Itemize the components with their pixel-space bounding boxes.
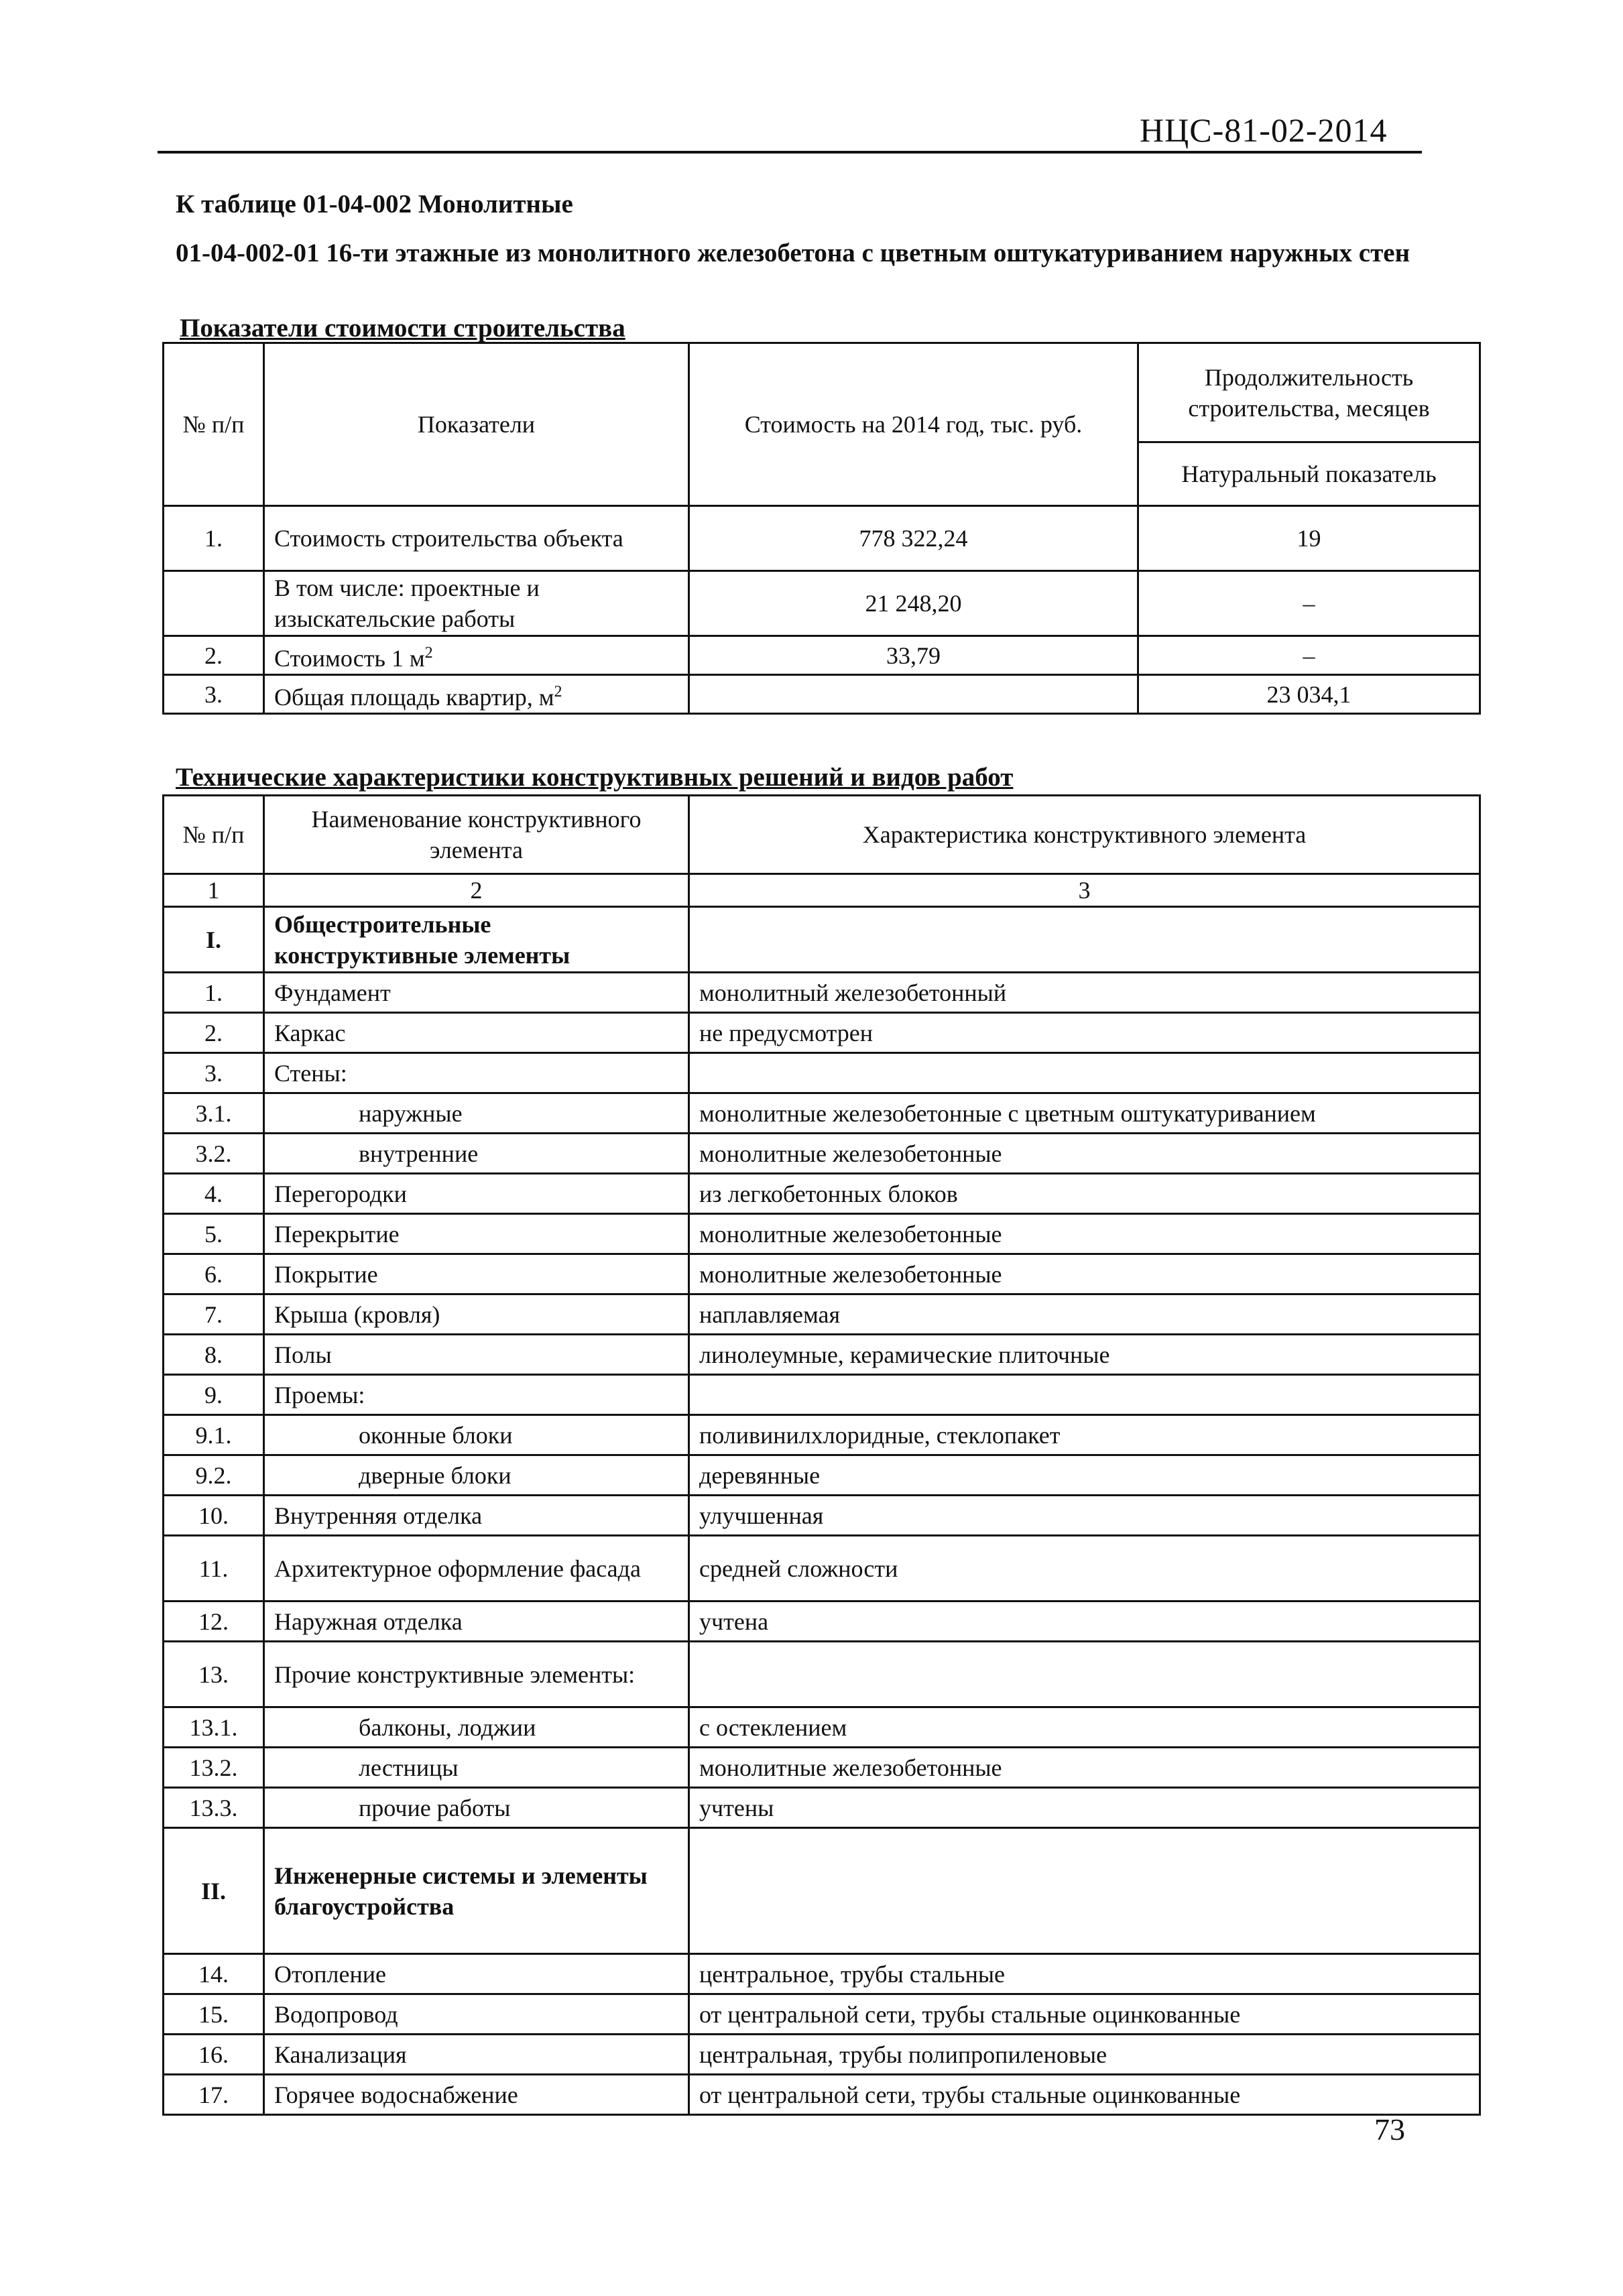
cost-section-title: Показатели стоимости строительства: [180, 314, 625, 343]
section-heading: Общестроительные конструктивные элементы: [264, 907, 689, 973]
element-name: Стены:: [264, 1053, 689, 1093]
element-name: дверные блоки: [264, 1455, 689, 1496]
element-characteristic: не предусмотрен: [689, 1013, 1480, 1053]
element-characteristic: монолитные железобетонные: [689, 1254, 1480, 1294]
element-name: Отопление: [264, 1954, 689, 1994]
element-name: Крыша (кровля): [264, 1294, 689, 1335]
header-rule: [158, 151, 1422, 154]
element-characteristic: монолитные железобетонные: [689, 1214, 1480, 1254]
cost-cell: 33,79: [689, 636, 1138, 675]
row-number: 12.: [164, 1602, 264, 1642]
row-number: 3.: [164, 1053, 264, 1093]
row-number: 4.: [164, 1174, 264, 1214]
element-name: Горячее водоснабжение: [264, 2075, 689, 2115]
element-characteristic: монолитные железобетонные: [689, 1134, 1480, 1174]
table-row: [164, 1788, 1480, 1828]
duration-cell: 23 034,1: [1138, 675, 1480, 714]
table-reference: К таблице 01-04-002 Монолитные: [176, 190, 573, 219]
element-characteristic: деревянные: [689, 1455, 1480, 1496]
row-number: II.: [164, 1828, 264, 1954]
element-name: балконы, лоджии: [264, 1707, 689, 1748]
element-characteristic: [689, 1375, 1480, 1415]
row-number: 5.: [164, 1214, 264, 1254]
element-characteristic: центральная, трубы полипропиленовые: [689, 2035, 1480, 2075]
element-name: оконные блоки: [264, 1415, 689, 1455]
element-characteristic: центральное, трубы стальные: [689, 1954, 1480, 1994]
cost-indicators-table: [162, 342, 1481, 715]
element-characteristic: от центральной сети, трубы стальные оцинкованные: [689, 1994, 1480, 2035]
table-row: [164, 506, 1480, 571]
tech-section-title: Технические характеристики конструктивных решений и видов работ: [176, 763, 1014, 792]
element-characteristic: наплавляемая: [689, 1294, 1480, 1335]
element-characteristic: от центральной сети, трубы стальные оцинкованные: [689, 2075, 1480, 2115]
element-name: Перекрытие: [264, 1214, 689, 1254]
header-cost: Стоимость на 2014 год, тыс. руб.: [689, 343, 1138, 506]
table-row: [164, 1335, 1480, 1375]
column-number: 1: [164, 874, 264, 907]
element-name: Водопровод: [264, 1994, 689, 2035]
table-row: [164, 1455, 1480, 1496]
row-number: 8.: [164, 1335, 264, 1375]
table-row: [164, 1954, 1480, 1994]
column-number: 3: [689, 874, 1480, 907]
table-row: [164, 1496, 1480, 1536]
element-name: Наружная отделка: [264, 1602, 689, 1642]
element-name: лестницы: [264, 1748, 689, 1788]
element-characteristic: улучшенная: [689, 1496, 1480, 1536]
row-number: 10.: [164, 1496, 264, 1536]
element-characteristic: из легкобетонных блоков: [689, 1174, 1480, 1214]
element-characteristic: монолитные железобетонные с цветным оштукатуриванием: [689, 1093, 1480, 1134]
duration-cell: –: [1138, 636, 1480, 675]
document-code: НЦС-81-02-2014: [1140, 111, 1388, 149]
element-name: прочие работы: [264, 1788, 689, 1828]
table-row: [164, 1602, 1480, 1642]
table-row: [164, 1294, 1480, 1335]
table-row: [164, 1642, 1480, 1707]
row-number: 1.: [164, 973, 264, 1013]
table-row: [164, 1013, 1480, 1053]
row-number: 14.: [164, 1954, 264, 1994]
table-row: [164, 571, 1480, 636]
row-number: 3.: [164, 675, 264, 714]
duration-cell: 19: [1138, 506, 1480, 571]
cost-cell: 778 322,24: [689, 506, 1138, 571]
element-name: Полы: [264, 1335, 689, 1375]
element-characteristic: [689, 1053, 1480, 1093]
header-num: № п/п: [164, 343, 264, 506]
element-characteristic: средней сложности: [689, 1536, 1480, 1602]
row-number: I.: [164, 907, 264, 973]
row-number: [164, 571, 264, 636]
element-characteristic: учтена: [689, 1602, 1480, 1642]
element-name: Покрытие: [264, 1254, 689, 1294]
table-row: [164, 675, 1480, 714]
table-row: [164, 1375, 1480, 1415]
table-row: [164, 1748, 1480, 1788]
technical-characteristics-table: [162, 794, 1481, 2116]
table-row: [164, 2075, 1480, 2115]
page-number: 73: [1374, 2112, 1405, 2147]
row-number: 13.1.: [164, 1707, 264, 1748]
indicator-text: Общая площадь квартир, м: [274, 683, 554, 711]
row-number: 13.: [164, 1642, 264, 1707]
table-row: [164, 1415, 1480, 1455]
row-number: 1.: [164, 506, 264, 571]
row-number: 11.: [164, 1536, 264, 1602]
element-name: Проемы:: [264, 1375, 689, 1415]
row-number: 13.2.: [164, 1748, 264, 1788]
unit-superscript: 2: [554, 682, 562, 701]
row-number: 7.: [164, 1294, 264, 1335]
column-number: 2: [264, 874, 689, 907]
element-name: Перегородки: [264, 1174, 689, 1214]
element-name: Прочие конструктивные элементы:: [264, 1642, 689, 1707]
element-name: Канализация: [264, 2035, 689, 2075]
unit-superscript: 2: [424, 644, 433, 662]
section-heading: Инженерные системы и элементы благоустройства: [264, 1828, 689, 1954]
table-row: [164, 907, 1480, 973]
table-row: [164, 636, 1480, 675]
row-number: 3.2.: [164, 1134, 264, 1174]
table-row: [164, 1214, 1480, 1254]
table-row: [164, 973, 1480, 1013]
element-characteristic: учтены: [689, 1788, 1480, 1828]
element-name: Внутренняя отделка: [264, 1496, 689, 1536]
table-row: [164, 1093, 1480, 1134]
element-name: Архитектурное оформление фасада: [264, 1536, 689, 1602]
row-number: 15.: [164, 1994, 264, 2035]
element-name: внутренние: [264, 1134, 689, 1174]
table-row: [164, 2035, 1480, 2075]
element-characteristic: [689, 1828, 1480, 1954]
indicator-cell: [264, 675, 689, 714]
table-row: [164, 1254, 1480, 1294]
row-number: 17.: [164, 2075, 264, 2115]
element-characteristic: [689, 1642, 1480, 1707]
header-characteristic: Характеристика конструктивного элемента: [689, 796, 1480, 874]
indicator-cell: [264, 636, 689, 675]
row-number: 9.1.: [164, 1415, 264, 1455]
element-name: наружные: [264, 1093, 689, 1134]
element-characteristic: монолитные железобетонные: [689, 1748, 1480, 1788]
indicator-cell: Стоимость строительства объекта: [264, 506, 689, 571]
table-row: [164, 1053, 1480, 1093]
row-number: 16.: [164, 2035, 264, 2075]
element-characteristic: линолеумные, керамические плиточные: [689, 1335, 1480, 1375]
indicator-text: Стоимость 1 м: [274, 644, 425, 672]
table-row: [164, 1134, 1480, 1174]
row-number: 3.1.: [164, 1093, 264, 1134]
row-number: 2.: [164, 1013, 264, 1053]
header-element: Наименование конструктивного элемента: [264, 796, 689, 874]
header-num: № п/п: [164, 796, 264, 874]
row-number: 9.: [164, 1375, 264, 1415]
table-row: [164, 1536, 1480, 1602]
element-characteristic: монолитный железобетонный: [689, 973, 1480, 1013]
row-number: 13.3.: [164, 1788, 264, 1828]
object-title: 01-04-002-01 16-ти этажные из монолитного железобетона с цветным оштукатуриванием наружных стен: [176, 239, 1410, 267]
element-name: Каркас: [264, 1013, 689, 1053]
header-natural: Натуральный показатель: [1138, 442, 1480, 506]
element-characteristic: с остеклением: [689, 1707, 1480, 1748]
element-characteristic: [689, 907, 1480, 973]
duration-cell: –: [1138, 571, 1480, 636]
header-duration: Продолжительность строительства, месяцев: [1138, 343, 1480, 442]
table-row: [164, 1174, 1480, 1214]
row-number: 2.: [164, 636, 264, 675]
element-characteristic: поливинилхлоридные, стеклопакет: [689, 1415, 1480, 1455]
element-name: Фундамент: [264, 973, 689, 1013]
cost-cell: [689, 675, 1138, 714]
header-indicator: Показатели: [264, 343, 689, 506]
row-number: 6.: [164, 1254, 264, 1294]
table-row: [164, 1994, 1480, 2035]
row-number: 9.2.: [164, 1455, 264, 1496]
table-row: [164, 1828, 1480, 1954]
cost-cell: 21 248,20: [689, 571, 1138, 636]
indicator-cell: В том числе: проектные и изыскательские работы: [264, 571, 689, 636]
table-row: [164, 1707, 1480, 1748]
